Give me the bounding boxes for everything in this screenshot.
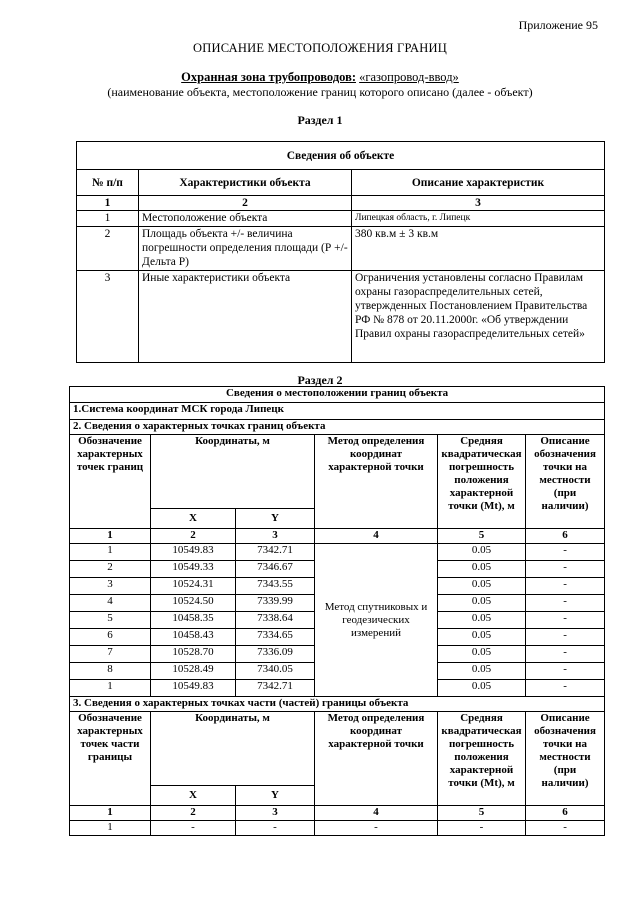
document-title: ОПИСАНИЕ МЕСТОПОЛОЖЕНИЯ ГРАНИЦ [193,41,447,55]
point-desc: - [526,629,605,646]
point-desc: - [526,561,605,578]
point-y: 7346.67 [236,561,315,578]
point-desc: - [526,646,605,663]
col-number: 1 [70,529,151,544]
col-number: 2 [139,196,352,211]
point-x: - [151,821,236,836]
point-mt: 0.05 [438,612,526,629]
header-description: Описание обозначения точки на местности (при наличии) [526,712,605,806]
header-description: Описание обозначения точки на местности (при наличии) [526,435,605,529]
point-desc: - [526,578,605,595]
point-num: 1 [70,680,151,697]
col-number: 3 [352,196,605,211]
object-note: (наименование объекта, местоположение границ которого описано (далее - объект) [107,85,533,99]
coord-system: 1.Система координат МСК города Липецк [70,403,605,420]
header-coords: Координаты, м [151,435,315,509]
subsection2-title: 2. Сведения о характерных точках границ объекта [70,420,605,435]
point-mt: - [438,821,526,836]
point-mt: 0.05 [438,595,526,612]
point-x: 10458.43 [151,629,236,646]
section2-title: Раздел 2 [297,373,343,387]
point-desc: - [526,821,605,836]
point-y: 7342.71 [236,544,315,561]
header-point-part: Обозначение характерных точек части границы [70,712,151,806]
row-desc: Ограничения установлены согласно Правилам охраны газораспределительных сетей, утвержденных Постановлением Правительства РФ № 878 от 20.11.2000г. «Об утверждении Правил охраны газораспределительных сетей» [352,271,605,363]
point-mt: 0.05 [438,544,526,561]
point-num: 1 [70,821,151,836]
point-desc: - [526,680,605,697]
col-number: 4 [315,529,438,544]
point-num: 5 [70,612,151,629]
subsection3-title: 3. Сведения о характерных точках части (частей) границы объекта [70,697,605,712]
boundary-table [69,386,605,836]
header-error: Средняя квадратическая погрешность положения характерной точки (Mt), м [438,435,526,529]
boundary-table-title: Сведения о местоположении границ объекта [70,387,605,403]
row-name: Площадь объекта +/- величина погрешности определения площади (Р +/- Дельта Р) [139,227,352,271]
col-number: 6 [526,529,605,544]
col-number: 1 [70,806,151,821]
point-mt: 0.05 [438,578,526,595]
col-number: 4 [315,806,438,821]
point-desc: - [526,663,605,680]
point-desc: - [526,595,605,612]
method-value: Метод спутниковых и геодезических измерений [315,544,438,697]
header-y: Y [236,509,315,529]
point-x: 10549.83 [151,544,236,561]
point-desc: - [526,544,605,561]
col-number: 5 [438,529,526,544]
point-x: 10549.33 [151,561,236,578]
object-line [0,70,640,85]
point-x: 10528.49 [151,663,236,680]
point-mt: 0.05 [438,629,526,646]
point-row [70,544,605,561]
row-name: Иные характеристики объекта [139,271,352,363]
point-x: 10458.35 [151,612,236,629]
point-mt: 0.05 [438,646,526,663]
header-point: Обозначение характерных точек границ [70,435,151,529]
point-num: 8 [70,663,151,680]
col-number: 6 [526,806,605,821]
col-number: 1 [77,196,139,211]
appendix-label: Приложение 95 [518,18,598,32]
header-x: X [151,509,236,529]
point-num: 3 [70,578,151,595]
point-num: 7 [70,646,151,663]
table-row [77,271,605,363]
row-desc: 380 кв.м ± 3 кв.м [352,227,605,271]
table-row [77,211,605,227]
header-y: Y [236,786,315,806]
col-number: 2 [151,529,236,544]
point-mt: 0.05 [438,663,526,680]
point-x: 10524.31 [151,578,236,595]
point-num: 4 [70,595,151,612]
col-number: 5 [438,806,526,821]
point-method: - [315,821,438,836]
object-info-title: Сведения об объекте [77,142,605,170]
col-number: 3 [236,806,315,821]
section1-title: Раздел 1 [297,113,343,127]
point-y: 7334.65 [236,629,315,646]
point-x: 10524.50 [151,595,236,612]
col-number: 3 [236,529,315,544]
col-header-description: Описание характеристик [352,170,605,196]
col-number: 2 [151,806,236,821]
col-header-characteristic: Характеристики объекта [139,170,352,196]
point-mt: 0.05 [438,680,526,697]
point-y: 7340.05 [236,663,315,680]
point-x: 10528.70 [151,646,236,663]
object-info-table [76,141,605,363]
col-header-num: № п/п [77,170,139,196]
table-row [77,227,605,271]
header-error: Средняя квадратическая погрешность положения характерной точки (Mt), м [438,712,526,806]
point-desc: - [526,612,605,629]
header-method: Метод определения координат характерной точки [315,435,438,529]
point-num: 2 [70,561,151,578]
point-y: 7339.99 [236,595,315,612]
point-y: - [236,821,315,836]
row-num: 2 [77,227,139,271]
point-num: 6 [70,629,151,646]
header-x: X [151,786,236,806]
point-mt: 0.05 [438,561,526,578]
header-method: Метод определения координат характерной точки [315,712,438,806]
point-num: 1 [70,544,151,561]
point-y: 7342.71 [236,680,315,697]
part-point-row [70,821,605,836]
object-name: «газопровод-ввод» [359,70,459,84]
point-y: 7338.64 [236,612,315,629]
object-label: Охранная зона трубопроводов: [181,70,356,84]
header-coords: Координаты, м [151,712,315,786]
point-x: 10549.83 [151,680,236,697]
point-y: 7336.09 [236,646,315,663]
row-num: 1 [77,211,139,227]
point-y: 7343.55 [236,578,315,595]
row-name: Местоположение объекта [139,211,352,227]
row-desc: Липецкая область, г. Липецк [352,211,605,227]
row-num: 3 [77,271,139,363]
